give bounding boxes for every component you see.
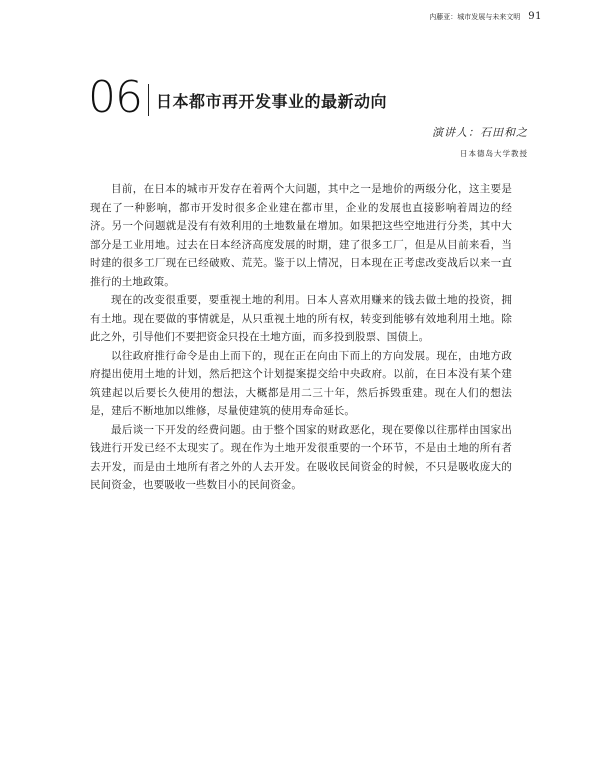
paragraph: 最后谈一下开发的经费问题。由于整个国家的财政恶化，现在要像以往那样由国家出钱进行开发已经不太现实了。现在作为土地开发很重要的一个环节，不是由土地的所有者去开发，而是由土地所有者之外的人去开发。在吸收民间资金的时候，不只是吸收庞大的民间资金，也要吸收一些数目小的民间资金。 (90, 423, 512, 491)
chapter-number: 06 (88, 72, 142, 123)
running-title: 内藤亚：城市发展与未来文明 (429, 13, 521, 21)
paragraph: 目前，在日本的城市开发存在着两个大问题，其中之一是地价的两级分化，这主要是现在了一种影响，都市开发时很多企业建在都市里，企业的发展也直接影响着周边的经济。另一个问题就是没有有效利用的土地数量在增加。如果把这些空地进行分类，其中大部分是工业用地。过去在日本经济高度发展的时期，建了很多工厂，但是从目前来看，当时建的很多工厂现在已经破败、荒芜。鉴于以上情况，日本现在正考虑改变战后以来一直推行的土地政策。 (90, 183, 512, 288)
speaker-name: 演讲人：石田和之 (432, 126, 528, 139)
title-block (88, 72, 388, 123)
running-header (429, 11, 542, 22)
paragraph: 以往政府推行命令是由上而下的，现在正在向由下而上的方向发展。现在，由地方政府提出使用土地的计划，然后把这个计划提案提交给中央政府。以前，在日本没有某个建筑建起以后要长久使用的想法，大概都是用二三十年，然后拆毁重建。现在人们的想法是，建后不断地加以维修，尽量使建筑的使用寿命延长。 (90, 349, 512, 417)
article-body (90, 180, 512, 495)
speaker-block (432, 124, 528, 159)
paragraph: 现在的改变很重要，要重视土地的利用。日本人喜欢用赚来的钱去做土地的投资，拥有土地。现在要做的事情就是，从只重视土地的所有权，转变到能够有效地利用土地。除此之外，引导他们不要把资金只投在土地方面，而多投到股票、国债上。 (90, 294, 512, 343)
page-number: 91 (528, 11, 542, 22)
title-divider (148, 84, 149, 116)
speaker-affiliation: 日本德岛大学教授 (460, 149, 528, 158)
article-title: 日本都市再开发事业的最新动向 (156, 92, 388, 111)
